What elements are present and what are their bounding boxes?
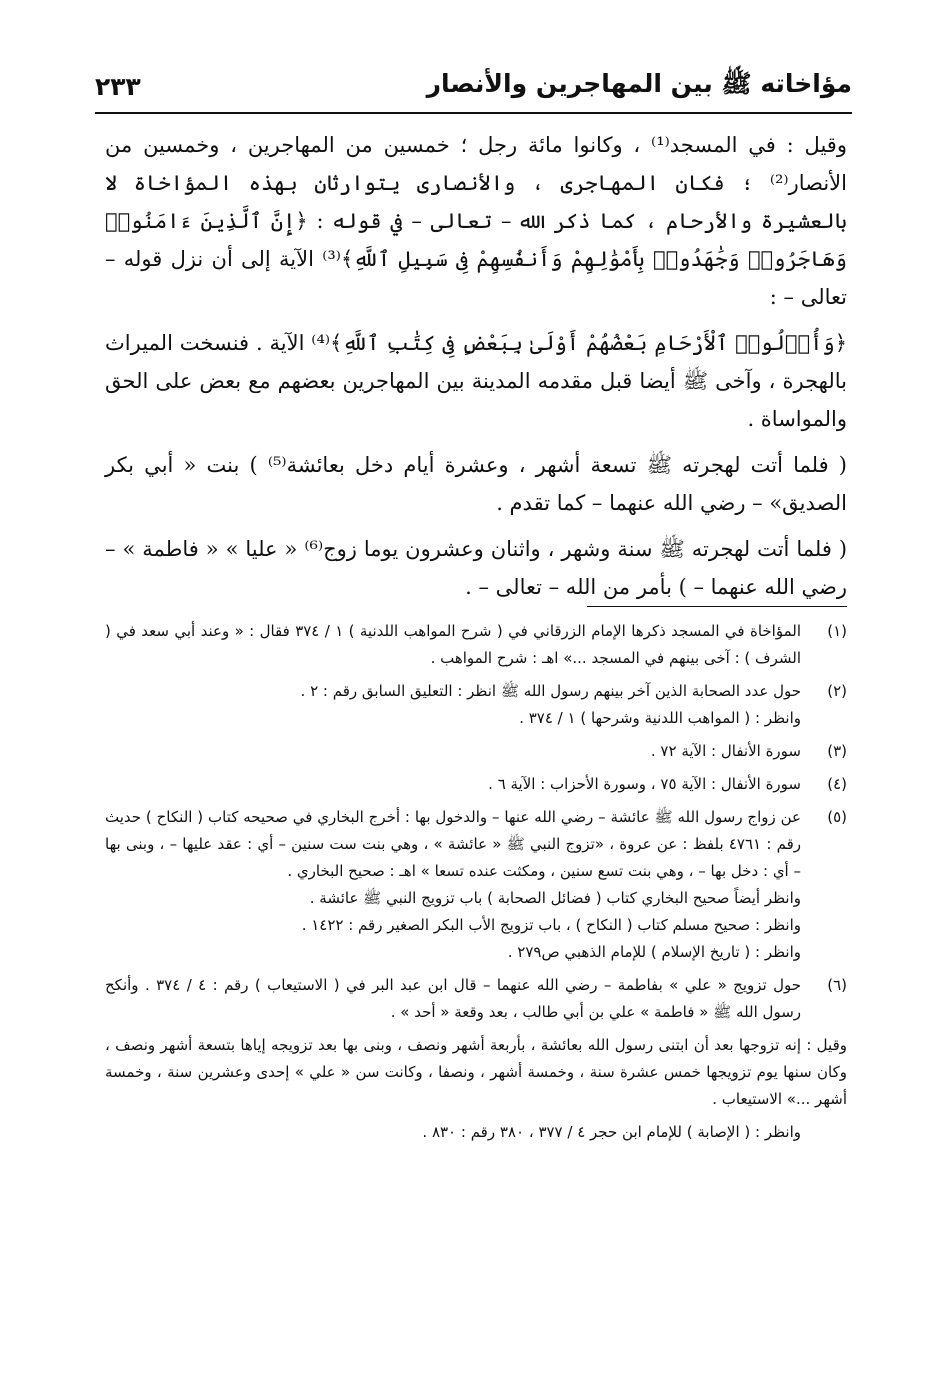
footnote-number: (٦)	[827, 976, 847, 994]
footnote-number: (٥)	[827, 808, 847, 826]
footnote-text: سورة الأنفال : الآية ٧٢ .	[650, 742, 801, 760]
footnote-text: حول تزويج « علي » بفاطمة – رضي الله عنهما – قال ابن عبد البر في ( الاستيعاب ) رقم : ٤ / ٣٧٤ . وأنكح رسول الله ﷺ « فاطمة » علي بن أبي طالب ، بعد وقعة « أحد » .	[105, 976, 802, 1021]
paragraph: وقيل : في المسجد⁽¹⁾ ، وكانوا مائة رجل ؛ خمسين من المهاجرين ، وخمسين من الأنصار⁽²⁾ ؛ فكان المهاجرى ، والأنصارى يتوارثان بهذه المؤاخاة لا بالعشيرة والأرحام ، كما ذكر الله – تعالى – في قوله : ﴿إِنَّ ٱلَّذِينَ ءَامَنُوا۟ وَهَاجَرُوا۟ وَجَٰهَدُوا۟ بِأَمْوَٰلِهِمْ وَأَنفُسِهِمْ فِى سَبِيلِ ٱللَّهِ﴾⁽³⁾ الآية إلى أن نزل قوله – تعالى – :	[105, 133, 847, 309]
paragraph: ( فلما أتت لهجرته ﷺ سنة وشهر ، واثنان وعشرون يوما زوج⁽⁶⁾ « عليا » « فاطمة » – رضي الله عنهما – ) بأمر من الله – تعالى – .	[105, 537, 848, 599]
footnote-1	[105, 618, 847, 672]
header-divider	[95, 112, 852, 114]
footnote-number: (١)	[827, 622, 847, 640]
paragraph: ( فلما أتت لهجرته ﷺ تسعة أشهر ، وعشرة أيام دخل بعائشة⁽⁵⁾ ) بنت « أبي بكر الصديق» – رضي الله عنهما – كما تقدم .	[105, 453, 847, 515]
footnote-4	[105, 771, 847, 798]
footnote-number: (٢)	[827, 682, 847, 700]
footnote-text: وانظر أيضاً صحيح البخاري كتاب ( فضائل الصحابة ) باب تزويج النبي ﷺ عائشة .	[309, 889, 801, 907]
footnote-continuation: وقيل : إنه تزوجها بعد أن ابتنى رسول الله بعائشة ، بأربعة أشهر ونصف ، وبنى بها بعد تزويجه إياها بتسعة أشهر ونصف ، وكان سنها يوم تزويجها خمس عشرة سنة ، وخمسة أشهر ، ونصفا ، وكانت سن « علي » إحدى وعشرين سنة ، وخمسة أشهر ...» الاستيعاب .	[105, 1036, 847, 1108]
main-text	[105, 126, 847, 614]
footnote-text: وانظر : صحيح مسلم كتاب ( النكاح ) ، باب تزويج الأب البكر الصغير رقم : ١٤٢٢ .	[301, 916, 801, 934]
footnote-text: وانظر : ( المواهب اللدنية وشرحها ) ١ / ٣٧٤ .	[519, 709, 801, 727]
footnote-3	[105, 738, 847, 765]
footnote-5	[105, 804, 847, 966]
footnote-2	[105, 678, 847, 732]
footnote-number: (٣)	[827, 742, 847, 760]
footnote-6	[105, 972, 847, 1026]
page-number: ٢٣٣	[95, 71, 141, 101]
footnote-text: وانظر : ( تاريخ الإسلام ) للإمام الذهبي ص٢٧٩ .	[507, 943, 801, 961]
footnotes	[105, 618, 847, 1150]
footnote-text: سورة الأنفال : الآية ٧٥ ، وسورة الأحزاب : الآية ٦ .	[488, 775, 801, 793]
running-title: مؤاخاته ﷺ بين المهاجرين والأنصار	[426, 68, 852, 98]
footnote-text: حول عدد الصحابة الذين آخر بينهم رسول الله ﷺ انظر : التعليق السابق رقم : ٢ .	[300, 682, 801, 700]
footnote-reference: وانظر : ( الإصابة ) للإمام ابن حجر ٤ / ٣٧٧ ، ٣٨٠ رقم : ٨٣٠ .	[422, 1123, 801, 1141]
footnote-number: (٤)	[827, 775, 847, 793]
footnote-text: المؤاخاة في المسجد ذكرها الإمام الزرقاني في ( شرح المواهب اللدنية ) ١ / ٣٧٤ فقال : « وعند أبي سعد في ( الشرف ) : آخى بينهم في المسجد ...» اهـ : شرح المواهب .	[105, 622, 801, 667]
footnote-divider	[587, 606, 847, 607]
footnote-text: عن زواج رسول الله ﷺ عائشة – رضي الله عنها – والدخول بها : أخرج البخاري في صحيحه كتاب ( النكاح ) حديث رقم : ٤٧٦١ بلفظ : عن عروة ، «تزوج النبي ﷺ « عائشة » ، وهي بنت ست سنين – أي : عقد عليها – ، وبنى بها – أي : دخل بها – ، وهي بنت تسع سنين ، ومكثت عنده تسعا » اهـ : صحيح البخاري .	[105, 808, 801, 880]
running-header	[95, 66, 852, 106]
paragraph: ﴿وَأُو۟لُوا۟ ٱلْأَرْحَامِ بَعْضُهُمْ أَوْلَىٰ بِبَعْضٍ فِى كِتَٰبِ ٱللَّهِ﴾⁽⁴⁾ الآية . فنسخت الميراث بالهجرة ، وآخى ﷺ أيضا قبل مقدمه المدينة بين المهاجرين بعضهم مع بعض على الحق والمواساة .	[105, 331, 847, 431]
